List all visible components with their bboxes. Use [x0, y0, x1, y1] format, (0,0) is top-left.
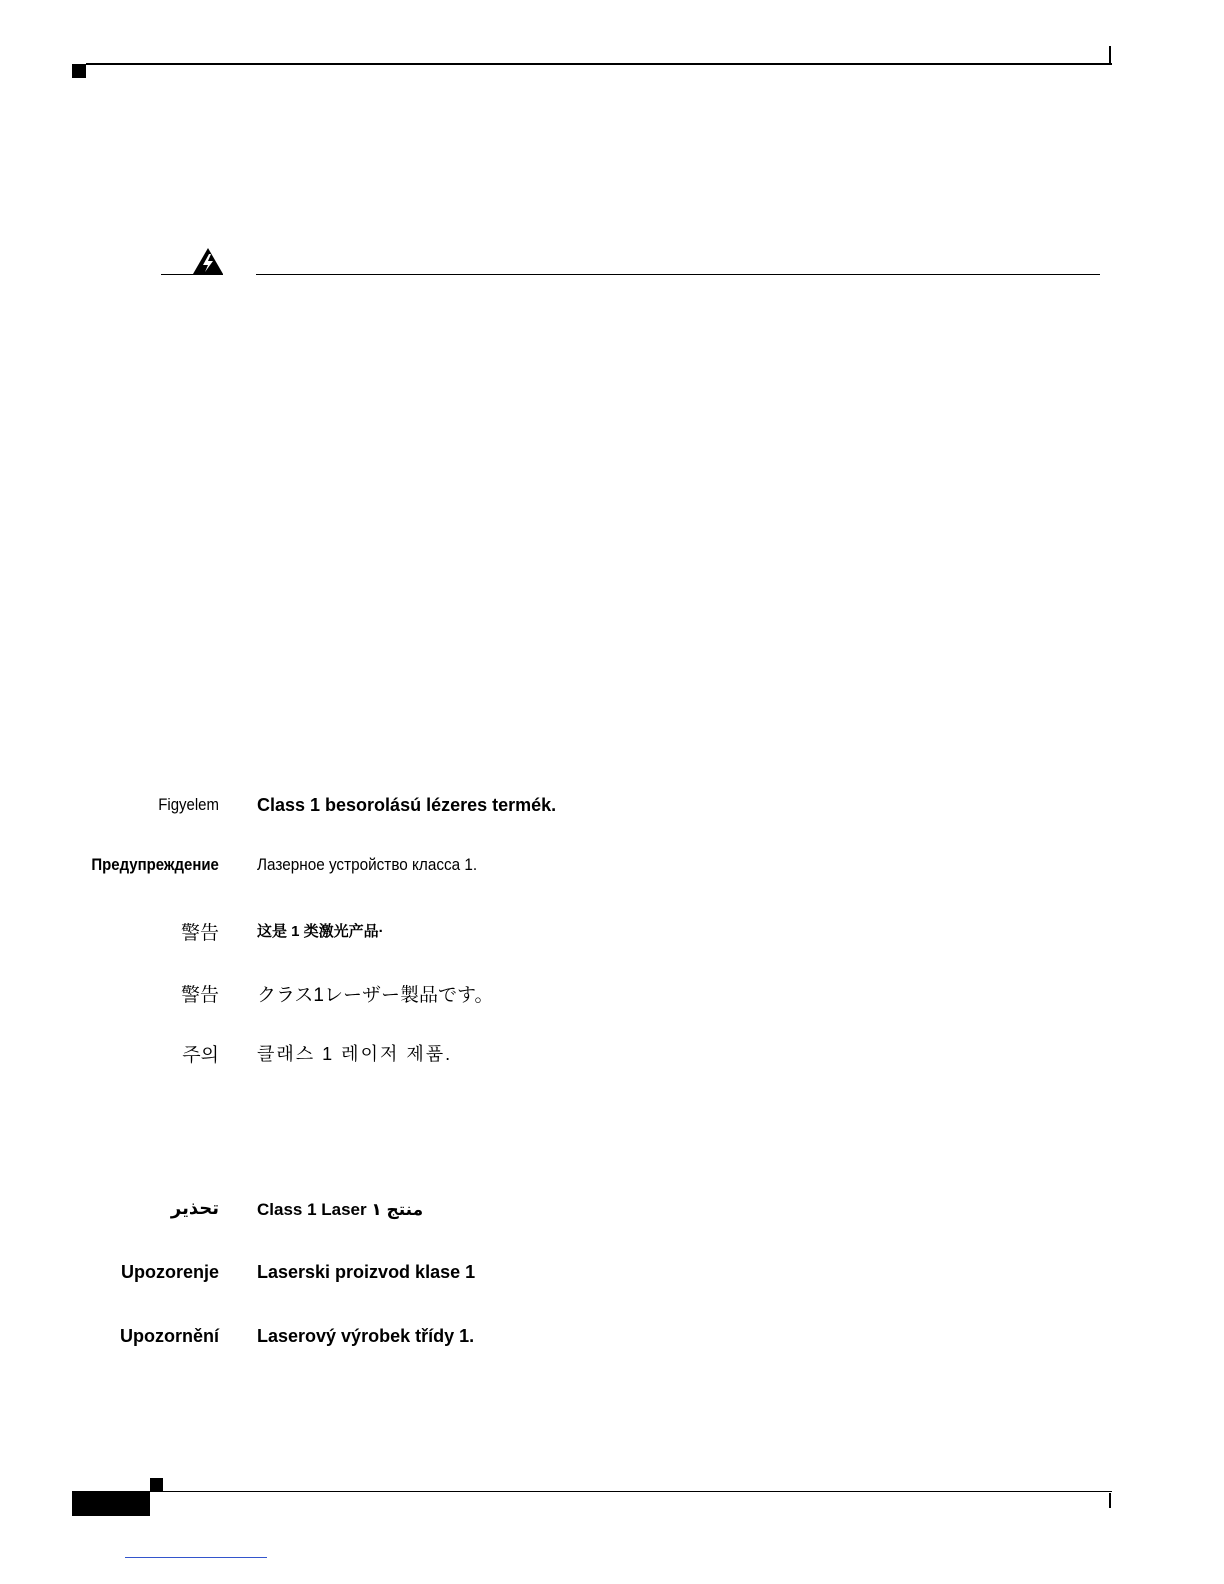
language-label-croatian: Upozorenje: [120, 1262, 219, 1282]
language-label-korean: 주의: [182, 1045, 219, 1066]
warning-icon-underline: [161, 274, 223, 275]
language-label-japanese: 警告: [180, 985, 219, 1006]
warning-text-arabic: Class 1 Laser منتج ١: [257, 1200, 424, 1219]
language-label-arabic: تحذير: [170, 1198, 219, 1218]
language-label-russian: Предупреждение: [91, 855, 219, 874]
lightning-warning-icon: [191, 246, 225, 276]
warning-rule: [256, 274, 1100, 275]
header-rule: [86, 63, 1112, 65]
warning-text-hungarian: Class 1 besorolású lézeres termék.: [257, 795, 557, 815]
warning-text-chinese: 这是 1 类激光产品·: [257, 923, 384, 940]
header-marker: [72, 64, 86, 78]
warning-text-russian: Лазерное устройство класса 1.: [257, 855, 478, 874]
language-label-czech: Upozornění: [120, 1326, 219, 1346]
warning-text-korean: 클래스 1 레이저 제품.: [257, 1044, 453, 1064]
footer-link-underline[interactable]: [125, 1557, 267, 1558]
warning-text-japanese: クラス1レーザー製品です。: [257, 985, 494, 1006]
warning-text-croatian: Laserski proizvod klase 1: [257, 1262, 476, 1282]
warning-text-czech: Laserový výrobek třídy 1.: [257, 1326, 475, 1346]
footer-block: [72, 1491, 150, 1516]
footer-marker: [150, 1478, 163, 1491]
header-right-tick: [1109, 46, 1111, 65]
footer-right-tick: [1109, 1493, 1111, 1508]
language-label-chinese: 警告: [180, 923, 219, 944]
language-label-hungarian: Figyelem: [158, 795, 219, 814]
footer-rule: [72, 1491, 1112, 1492]
